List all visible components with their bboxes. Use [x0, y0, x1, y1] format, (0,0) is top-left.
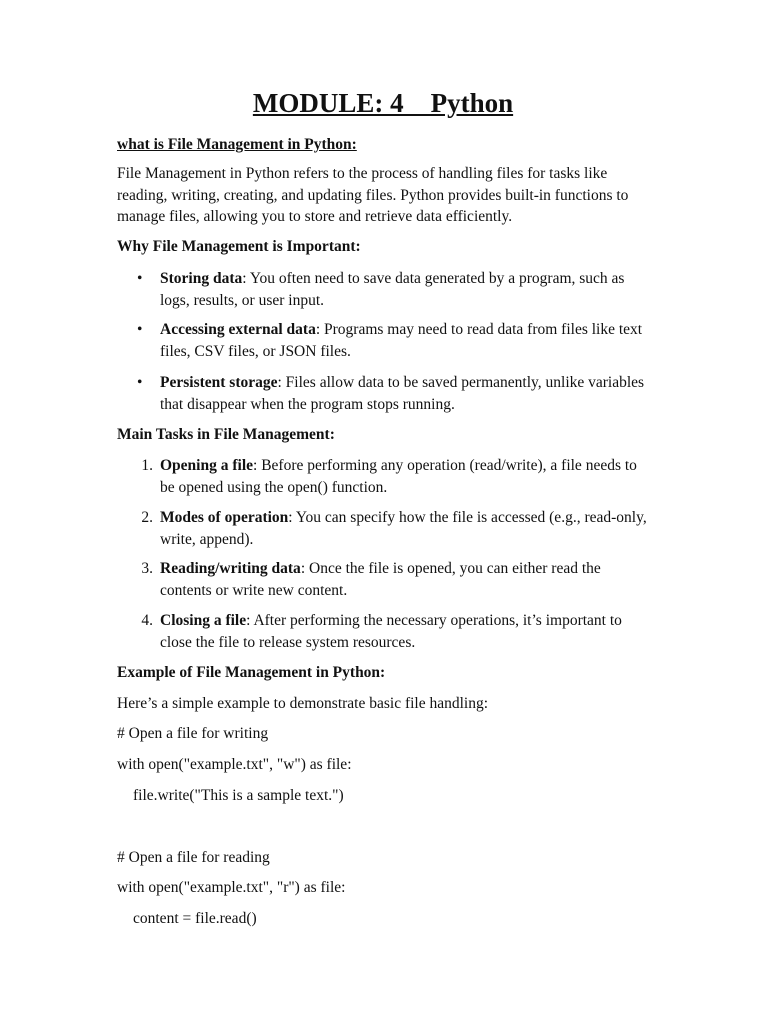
- code-line: file.write("This is a sample text."): [133, 787, 344, 804]
- code-line: # Open a file for reading: [117, 849, 270, 866]
- list-item-text: : Before performing any operation (read/write), a file needs to be opened using the open() function.: [160, 457, 637, 496]
- list-number: 4.: [141, 612, 153, 629]
- list-number: 2.: [141, 509, 153, 526]
- list-item-term: Modes of operation: [160, 509, 289, 526]
- bullet-icon: •: [137, 374, 143, 391]
- list-item-text: : You often need to save data generated by a program, such as logs, results, or user input.: [160, 270, 625, 309]
- section-heading-what-is: what is File Management in Python:: [117, 136, 357, 153]
- list-item-text: : Programs may need to read data from files like text files, CSV files, or JSON files.: [160, 321, 643, 360]
- section-heading-why-important: Why File Management is Important:: [117, 238, 361, 255]
- list-number: 3.: [141, 560, 153, 577]
- list-item-text: : Files allow data to be saved permanently, unlike variables that disappear when the program stops running.: [160, 374, 645, 413]
- section-heading-example: Example of File Management in Python:: [117, 664, 386, 681]
- section-heading-main-tasks: Main Tasks in File Management:: [117, 426, 335, 443]
- bullet-icon: •: [137, 270, 143, 287]
- code-line: content = file.read(): [133, 910, 257, 927]
- code-line: with open("example.txt", "w") as file:: [117, 756, 352, 773]
- list-item-term: Persistent storage: [160, 374, 278, 391]
- section-paragraph-definition: File Management in Python refers to the process of handling files for tasks like reading, writing, creating, and updating files. Python provides built-in functions to manage files, allowing you to store and retrieve data efficiently.: [117, 165, 629, 225]
- code-line: # Open a file for writing: [117, 725, 269, 742]
- list-item-term: Storing data: [160, 270, 243, 287]
- list-item-term: Reading/writing data: [160, 560, 301, 577]
- code-line: with open("example.txt", "r") as file:: [117, 879, 346, 896]
- list-item-term: Opening a file: [160, 457, 254, 474]
- list-item-term: Closing a file: [160, 612, 247, 629]
- page-title: MODULE: 4 Python: [252, 88, 514, 118]
- list-item-term: Accessing external data: [160, 321, 316, 338]
- list-item-text: : You can specify how the file is accessed (e.g., read-only, write, append).: [160, 509, 647, 548]
- bullet-icon: •: [137, 321, 143, 338]
- section-paragraph-intro: Here’s a simple example to demonstrate basic file handling:: [117, 695, 489, 712]
- list-item-text: : After performing the necessary operations, it’s important to close the file to release system resources.: [160, 612, 622, 651]
- list-number: 1.: [141, 457, 153, 474]
- list-item-text: : Once the file is opened, you can either read the contents or write new content.: [160, 560, 601, 599]
